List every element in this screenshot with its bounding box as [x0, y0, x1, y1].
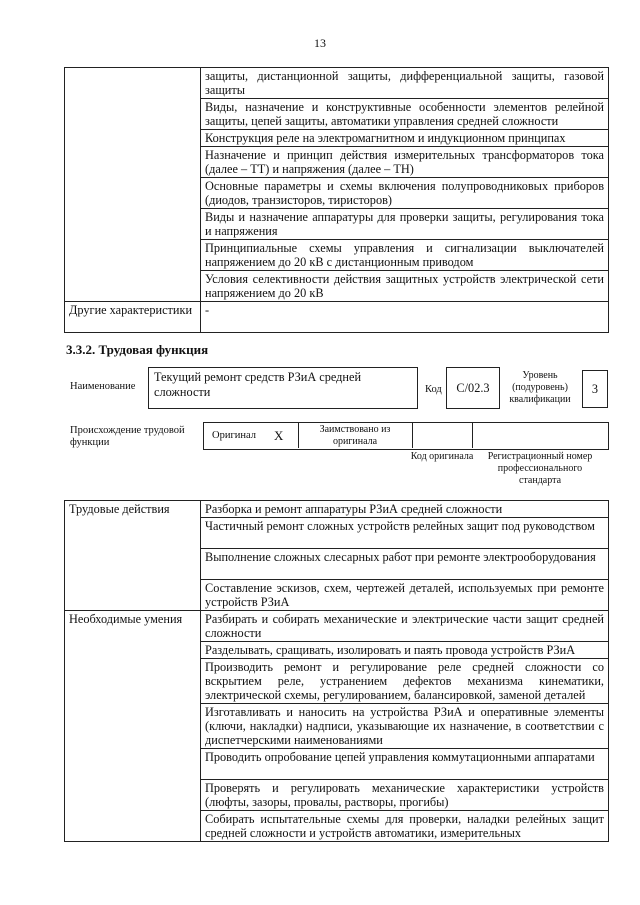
code-box: [446, 367, 500, 409]
labor-action: Выполнение сложных слесарных работ при ремонте электрооборудования: [201, 549, 609, 580]
labor-table: [64, 500, 609, 842]
skill: Производить ремонт и регулирование реле средней сложности со вскрытием реле, устранением дефектов механизма кинематики, электрической схемы, регулированием, балансировкой, заменой деталей: [201, 659, 609, 704]
labor-actions-label: Трудовые действия: [65, 501, 201, 611]
knowledge-row: Принципиальные схемы управления и сигнализации выключателей напряжением до 20 кВ с дистанционным приводом: [201, 240, 609, 271]
knowledge-row: Конструкция реле на электромагнитном и индукционном принципах: [201, 130, 609, 147]
original-mark: X: [274, 428, 284, 443]
function-name: Текущий ремонт средств РЗиА средней сложности: [154, 370, 362, 399]
reg-number-caption: Регистрационный номер профессионального стандарта: [487, 451, 593, 486]
borrowed-label: Заимствовано из оригинала: [319, 424, 391, 447]
code-original-caption: Код оригинала: [410, 451, 474, 462]
labor-action: Составление эскизов, схем, чертежей деталей, используемых при ремонте устройств РЗиА: [201, 580, 609, 611]
skill: Собирать испытательные схемы для проверки, наладки релейных защит средней сложности и устройств автоматики, измерительных: [201, 811, 609, 842]
code-value: С/02.3: [456, 381, 490, 395]
level-label: Уровень (подуровень) квалификации: [509, 370, 571, 405]
skill: Проверять и регулировать механические характеристики устройств (люфты, зазоры, провалы, растворы, прогибы): [201, 780, 609, 811]
skill: Разделывать, сращивать, изолировать и паять провода устройств РЗиА: [201, 642, 609, 659]
skill: Изготавливать и наносить на устройства РЗиА и оперативные элементы (ключи, накладки) надписи, указывающие их назначение, в соответствии с диспетчерскими наименованиями: [201, 704, 609, 749]
origin-divider: [472, 422, 473, 448]
skill: Разбирать и собирать механические и электрические части защит средней сложности: [201, 611, 609, 642]
origin-label: Происхождение трудовой функции: [70, 425, 185, 448]
labor-action: Частичный ремонт сложных устройств релейных защит под руководством: [201, 518, 609, 549]
labor-action: Разборка и ремонт аппаратуры РЗиА средней сложности: [201, 501, 609, 518]
skills-label: Необходимые умения: [65, 611, 201, 842]
section-heading: 3.3.2. Трудовая функция: [66, 342, 209, 357]
skill: Проводить опробование цепей управления коммутационными аппаратами: [201, 749, 609, 780]
page-number: 13: [314, 36, 326, 50]
knowledge-row: Виды и назначение аппаратуры для проверки защиты, регулирования тока и напряжения: [201, 209, 609, 240]
level-box: [582, 370, 608, 408]
knowledge-table: [64, 67, 609, 333]
origin-divider: [298, 422, 299, 448]
origin-divider: [412, 422, 413, 448]
knowledge-label-cell: [65, 68, 201, 302]
other-characteristics-label: Другие характеристики: [65, 302, 201, 333]
original-label: Оригинал: [212, 430, 256, 441]
knowledge-row: Виды, назначение и конструктивные особенности элементов релейной защиты, цепей защиты, автоматики управления средней сложности: [201, 99, 609, 130]
knowledge-row: Основные параметры и схемы включения полупроводниковых приборов (диодов, транзисторов, тиристоров): [201, 178, 609, 209]
knowledge-row: Условия селективности действия защитных устройств электрической сети напряжением до 20 кВ: [201, 271, 609, 302]
other-characteristics-value: -: [201, 302, 609, 333]
knowledge-row: Назначение и принцип действия измерительных трансформаторов тока (далее – ТТ) и напряжения (далее – ТН): [201, 147, 609, 178]
knowledge-row: защиты, дистанционной защиты, дифференциальной защиты, газовой защиты: [201, 68, 609, 99]
name-label: Наименование: [70, 381, 136, 392]
name-box: [148, 367, 418, 409]
level-value: 3: [591, 382, 599, 396]
code-label: Код: [425, 384, 442, 395]
